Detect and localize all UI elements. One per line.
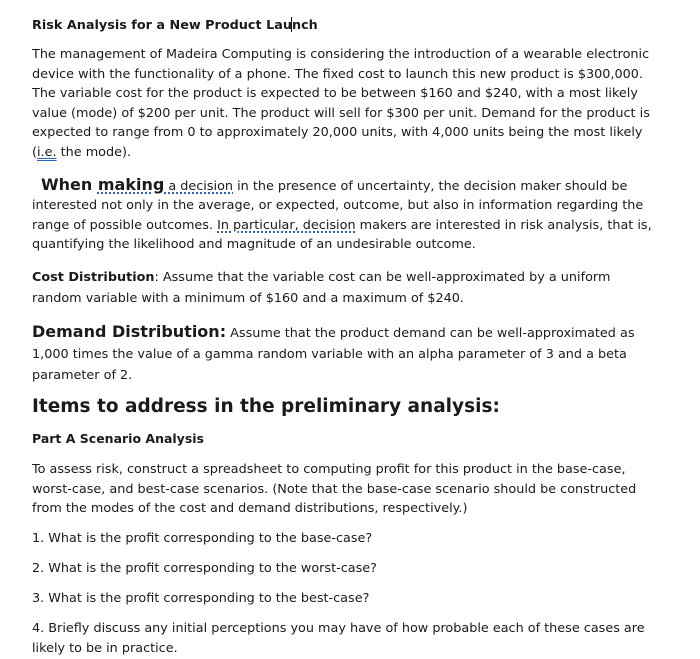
title-text-start: Risk Analysis for a New Product Lau — [32, 18, 292, 33]
question-2: 2. What is the profit corresponding to the worst-case? — [32, 560, 377, 576]
intro-paragraph — [32, 45, 660, 163]
document-title — [32, 16, 660, 35]
intro-text-end: the mode). — [56, 144, 132, 160]
demand-distribution-label: Demand Distribution: — [32, 321, 227, 341]
cost-distribution-text: : Assume that the variable cost can be well-approximated by a uniform random variable with a minimum of $160 and a maximum of $240. — [32, 269, 611, 306]
question-4: 4. Briefly discuss any initial perceptions you may have of how probable each of these cases are likely to be in practice. — [32, 620, 645, 656]
title-text-end: nch — [291, 18, 318, 33]
cost-distribution-label: Cost Distribution — [32, 269, 155, 285]
spellcheck-in-particular[interactable]: In particular, decision — [217, 217, 356, 233]
spellcheck-ie[interactable]: i.e. — [37, 144, 57, 160]
uncertainty-paragraph — [32, 175, 660, 255]
question-3: 3. What is the profit corresponding to the best-case? — [32, 590, 370, 606]
demand-distribution-paragraph — [32, 321, 660, 386]
demand-distribution-text: Assume that the product demand can be well-approximated as 1,000 times the value of a gamma random variable with an alpha parameter of 3 and a beta parameter of 2. — [32, 325, 635, 383]
spellcheck-a-decision[interactable]: a decision — [164, 178, 234, 194]
spellcheck-making[interactable]: making — [97, 174, 165, 194]
paragraph-lead — [41, 175, 164, 194]
cost-distribution-paragraph — [32, 267, 660, 309]
question-1: 1. What is the profit corresponding to the base-case? — [32, 530, 373, 546]
part-a-intro: To assess risk, construct a spreadsheet to computing profit for this product in the base-case, worst-case, and best-case scenarios. (Note that the base-case scenario should be constructed from the modes of the cost and demand distributions, respectively.) — [32, 461, 637, 517]
items-heading: Items to address in the preliminary analysis: — [32, 395, 500, 417]
uncertainty-text-end: makers are interested in risk analysis, that is, quantifying the likelihood and magnitude of an undesirable outcome. — [32, 217, 652, 253]
lead-word-when: When — [41, 174, 98, 194]
uncertainty-text: in the presence of uncertainty, the decision maker should be interested not only in the average, or expected, outcome, but also in information regarding the range of possible outcomes. — [32, 178, 644, 233]
part-a-heading: Part A Scenario Analysis — [32, 430, 204, 446]
intro-text: The management of Madeira Computing is considering the introduction of a wearable electronic device with the functionality of a phone. The fixed cost to launch this new product is $300,000. The variable cost for the product is expected to be between $160 and $240, with a most likely value (mode) of $200 per unit. The product will sell for $300 per unit. Demand for the product is expected to range from 0 to approximately 20,000 units, with 4,000 units being the most likely ( — [32, 47, 650, 160]
